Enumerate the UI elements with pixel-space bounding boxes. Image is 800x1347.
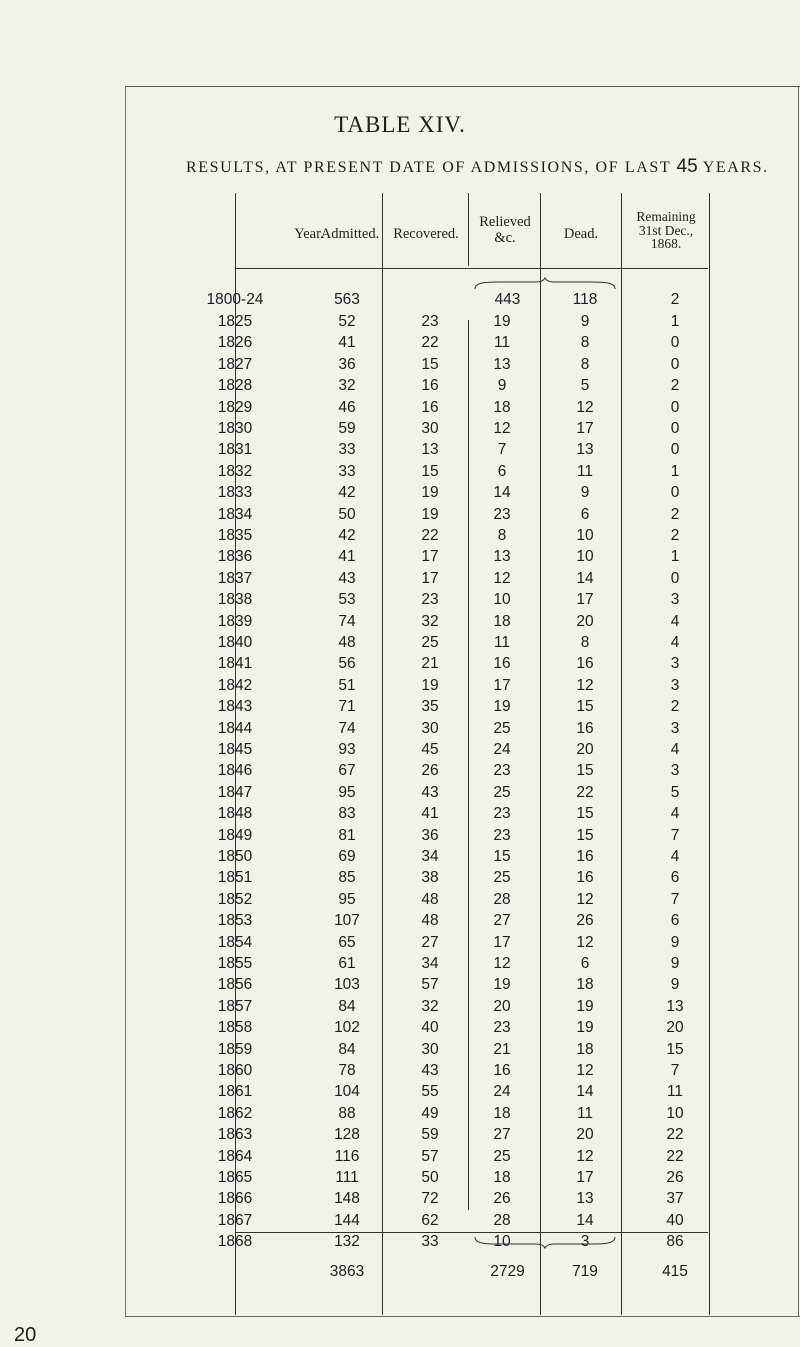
cell-admitted: 95 (338, 890, 356, 908)
cell-recovered: 17 (421, 569, 439, 587)
cell-recovered: 30 (421, 420, 439, 437)
cell-admitted: 32 (338, 377, 356, 395)
header-relieved-line2: &c. (494, 230, 516, 246)
cell-recovered: 19 (421, 505, 439, 523)
cell-remaining: 3 (670, 762, 680, 780)
cell-remaining: 0 (670, 355, 680, 373)
cell-recovered: 45 (421, 741, 439, 758)
cell-year: 1847 (217, 783, 253, 801)
cell-dead: 12 (576, 1062, 594, 1079)
col-divider-admitted (382, 193, 383, 1315)
cell-admitted: 88 (338, 1104, 356, 1122)
cell-remaining: 9 (670, 976, 680, 994)
cell-year: 1854 (217, 933, 253, 951)
cell-year: 1865 (217, 1169, 253, 1186)
cell-dead: 12 (576, 1147, 594, 1165)
cell-year: 1855 (217, 955, 253, 972)
cell-admitted: 84 (338, 1040, 356, 1058)
cell-remaining: 4 (670, 848, 680, 865)
cell-relieved: 12 (493, 569, 511, 587)
cell-remaining: 20 (666, 1019, 684, 1037)
cell-relieved: 8 (497, 527, 507, 544)
cell-dead: 20 (576, 741, 594, 758)
cell-recovered: 57 (421, 976, 439, 994)
first-row-dead: 118 (572, 291, 598, 308)
left-border-rule (125, 86, 126, 1316)
cell-relieved: 25 (493, 783, 511, 801)
cell-relieved: 26 (493, 1190, 511, 1208)
cell-dead: 14 (576, 569, 594, 587)
cell-recovered: 36 (421, 826, 439, 844)
cell-year: 1856 (217, 976, 253, 994)
cell-recovered: 32 (421, 997, 439, 1015)
col-divider-relieved (540, 193, 541, 1315)
header-remaining-line2: 31st Dec., (638, 222, 694, 238)
cell-remaining: 0 (670, 398, 680, 416)
cell-remaining: 13 (666, 997, 684, 1015)
cell-relieved: 12 (493, 955, 511, 972)
cell-admitted: 144 (334, 1211, 360, 1229)
cell-dead: 14 (576, 1211, 594, 1229)
cell-admitted: 71 (338, 698, 356, 716)
cell-admitted: 56 (338, 655, 356, 673)
cell-admitted: 148 (334, 1190, 360, 1208)
cell-admitted: 33 (338, 462, 356, 480)
cell-year: 1843 (217, 698, 253, 716)
cell-admitted: 33 (338, 441, 356, 459)
subtitle-suffix: YEARS. (702, 159, 769, 176)
header-admitted: Admitted. (320, 226, 380, 242)
cell-recovered: 30 (421, 1040, 439, 1058)
cell-relieved: 28 (493, 890, 511, 908)
cell-relieved: 11 (493, 334, 511, 352)
cell-dead: 15 (576, 826, 594, 844)
cell-admitted: 74 (338, 612, 356, 630)
cell-year: 1848 (217, 805, 253, 823)
cell-remaining: 7 (670, 890, 680, 908)
cell-remaining: 1 (670, 313, 680, 330)
cell-year: 1861 (217, 1083, 253, 1101)
cell-admitted: 67 (338, 762, 356, 780)
total-dead: 719 (572, 1263, 598, 1280)
cell-remaining: 4 (670, 634, 680, 651)
cell-admitted: 61 (338, 955, 356, 972)
cell-recovered: 21 (421, 655, 439, 673)
cell-relieved: 17 (493, 933, 511, 951)
cell-admitted: 41 (338, 548, 356, 566)
first-row-admitted: 563 (334, 291, 360, 308)
cell-year: 1858 (217, 1019, 253, 1037)
cell-remaining: 2 (670, 377, 680, 395)
cell-dead: 9 (580, 484, 590, 502)
cell-recovered: 22 (421, 527, 439, 544)
cell-admitted: 46 (338, 398, 356, 416)
cell-year: 1851 (217, 869, 253, 887)
cell-dead: 17 (576, 1169, 594, 1186)
cell-year: 1838 (217, 591, 253, 609)
cell-dead: 26 (576, 912, 594, 930)
cell-year: 1853 (217, 912, 253, 930)
header-recovered: Recovered. (393, 226, 459, 242)
cell-admitted: 42 (338, 484, 356, 502)
header-underline (236, 268, 708, 269)
cell-recovered: 35 (421, 698, 439, 716)
cell-admitted: 95 (338, 783, 356, 801)
cell-recovered: 26 (421, 762, 439, 780)
cell-year: 1828 (217, 377, 253, 395)
cell-recovered: 48 (421, 912, 439, 930)
cell-dead: 3 (580, 1233, 590, 1251)
cell-admitted: 41 (338, 334, 356, 352)
cell-relieved: 11 (493, 634, 511, 651)
cell-remaining: 0 (670, 484, 680, 502)
cell-remaining: 15 (666, 1040, 684, 1058)
cell-relieved: 24 (493, 741, 511, 758)
cell-recovered: 15 (421, 355, 439, 373)
cell-recovered: 55 (421, 1083, 439, 1101)
cell-remaining: 86 (666, 1233, 684, 1251)
total-admitted: 3863 (329, 1263, 365, 1280)
cell-remaining: 9 (670, 933, 680, 951)
cell-relieved: 20 (493, 997, 511, 1015)
cell-dead: 6 (580, 505, 590, 523)
cell-year: 1866 (217, 1190, 253, 1208)
cell-year: 1864 (217, 1147, 253, 1165)
cell-remaining: 6 (670, 869, 680, 887)
cell-recovered: 34 (421, 955, 439, 972)
cell-relieved: 23 (493, 505, 511, 523)
cell-remaining: 2 (670, 527, 680, 544)
cell-remaining: 7 (670, 1062, 680, 1079)
first-row-recovered-relieved: 443 (494, 291, 521, 308)
cell-admitted: 74 (338, 719, 356, 737)
cell-admitted: 107 (334, 912, 360, 930)
cell-relieved: 25 (493, 1147, 511, 1165)
cell-year: 1836 (217, 548, 253, 566)
cell-recovered: 16 (421, 398, 439, 416)
cell-relieved: 19 (493, 313, 511, 330)
cell-relieved: 19 (493, 976, 511, 994)
cell-year: 1850 (217, 848, 253, 865)
cell-remaining: 0 (670, 420, 680, 437)
cell-recovered: 62 (421, 1211, 439, 1229)
cell-year: 1835 (217, 527, 253, 544)
cell-dead: 13 (576, 441, 594, 459)
cell-remaining: 2 (670, 698, 680, 716)
cell-year: 1844 (217, 719, 253, 737)
cell-dead: 15 (576, 698, 594, 716)
cell-recovered: 41 (421, 805, 439, 823)
cell-relieved: 14 (493, 484, 511, 502)
cell-recovered: 17 (421, 548, 439, 566)
cell-relieved: 28 (493, 1211, 511, 1229)
cell-remaining: 0 (670, 569, 680, 587)
cell-relieved: 16 (493, 655, 511, 673)
cell-dead: 8 (580, 334, 590, 352)
cell-year: 1859 (217, 1040, 253, 1058)
cell-admitted: 81 (338, 826, 356, 844)
cell-recovered: 48 (421, 890, 439, 908)
cell-relieved: 15 (493, 848, 511, 865)
cell-dead: 5 (580, 377, 590, 395)
cell-dead: 14 (576, 1083, 594, 1101)
cell-admitted: 65 (338, 933, 356, 951)
cell-remaining: 4 (670, 805, 680, 823)
cell-recovered: 72 (421, 1190, 439, 1208)
bottom-border-rule (125, 1316, 800, 1317)
top-border-rule (125, 86, 800, 87)
cell-dead: 12 (576, 676, 594, 694)
cell-recovered: 59 (421, 1126, 439, 1144)
cell-relieved: 12 (493, 420, 511, 437)
cell-relieved: 21 (493, 1040, 511, 1058)
cell-admitted: 51 (338, 676, 356, 694)
cell-year: 1841 (217, 655, 253, 673)
cell-recovered: 32 (421, 612, 439, 630)
header-year: Year. (294, 226, 324, 242)
cell-year: 1834 (217, 505, 253, 523)
cell-recovered: 40 (421, 1019, 439, 1037)
cell-relieved: 10 (493, 591, 511, 609)
cell-year: 1827 (217, 355, 253, 373)
cell-year: 1832 (217, 462, 253, 480)
cell-admitted: 85 (338, 869, 356, 887)
cell-recovered: 30 (421, 719, 439, 737)
cell-year: 1833 (217, 484, 253, 502)
cell-year: 1867 (217, 1211, 253, 1229)
cell-relieved: 23 (493, 805, 511, 823)
cell-recovered: 23 (421, 591, 439, 609)
cell-recovered: 43 (421, 783, 439, 801)
cell-dead: 13 (576, 1190, 594, 1208)
cell-dead: 18 (576, 976, 594, 994)
cell-remaining: 0 (670, 334, 680, 352)
cell-dead: 22 (576, 783, 594, 801)
cell-remaining: 1 (670, 462, 680, 480)
cell-remaining: 22 (666, 1126, 684, 1144)
cell-recovered: 19 (421, 484, 439, 502)
cell-relieved: 7 (497, 441, 507, 459)
header-remaining (622, 210, 710, 251)
cell-admitted: 53 (338, 591, 356, 609)
cell-year: 1845 (217, 741, 253, 758)
cell-year: 1863 (217, 1126, 253, 1144)
cell-remaining: 4 (670, 612, 680, 630)
cell-relieved: 27 (493, 1126, 511, 1144)
cell-dead: 11 (576, 1104, 594, 1122)
cell-relieved: 25 (493, 869, 511, 887)
cell-admitted: 83 (338, 805, 356, 823)
cell-relieved: 23 (493, 1019, 511, 1037)
cell-admitted: 104 (334, 1083, 360, 1101)
cell-admitted: 69 (338, 848, 356, 865)
cell-relieved: 25 (493, 719, 511, 737)
cell-dead: 6 (580, 955, 590, 972)
cell-recovered: 49 (421, 1104, 439, 1122)
cell-remaining: 7 (670, 826, 680, 844)
cell-relieved: 18 (493, 1104, 511, 1122)
cell-dead: 19 (576, 1019, 594, 1037)
cell-relieved: 27 (493, 912, 511, 930)
cell-year: 1837 (217, 569, 253, 587)
cell-recovered: 16 (421, 377, 439, 395)
cell-remaining: 3 (670, 591, 680, 609)
cell-year: 1839 (217, 612, 253, 630)
cell-admitted: 128 (334, 1126, 360, 1144)
cell-relieved: 24 (493, 1083, 511, 1101)
cell-dead: 10 (576, 548, 594, 566)
cell-remaining: 3 (670, 719, 680, 737)
cell-remaining: 3 (670, 655, 680, 673)
cell-admitted: 103 (334, 976, 360, 994)
cell-year: 1830 (217, 420, 253, 437)
right-border-rule (798, 86, 799, 1316)
cell-year: 1846 (217, 762, 253, 780)
header-remaining-line1: Remaining (636, 209, 696, 224)
first-row-year: 1800-24 (206, 291, 264, 308)
cell-dead: 16 (576, 869, 594, 887)
cell-dead: 11 (576, 462, 594, 480)
cell-recovered: 33 (421, 1233, 439, 1251)
cell-remaining: 9 (670, 955, 680, 972)
header-relieved (469, 214, 541, 246)
cell-admitted: 132 (334, 1233, 360, 1251)
cell-dead: 9 (580, 313, 590, 330)
cell-remaining: 22 (666, 1147, 684, 1165)
cell-relieved: 19 (493, 698, 511, 716)
cell-year: 1868 (217, 1233, 253, 1251)
cell-remaining: 0 (670, 441, 680, 459)
cell-relieved: 18 (493, 612, 511, 630)
cell-dead: 17 (576, 591, 594, 609)
cell-year: 1852 (217, 890, 253, 908)
cell-remaining: 4 (670, 741, 680, 758)
cell-remaining: 40 (666, 1211, 684, 1229)
cell-dead: 16 (576, 719, 594, 737)
cell-recovered: 22 (421, 334, 439, 352)
header-dead: Dead. (563, 226, 599, 242)
cell-year: 1849 (217, 826, 253, 844)
cell-relieved: 13 (493, 355, 511, 373)
cell-dead: 19 (576, 997, 594, 1015)
header-remaining-line3: 1868. (650, 236, 682, 251)
cell-dead: 12 (576, 398, 594, 416)
cell-dead: 15 (576, 762, 594, 780)
cell-dead: 12 (576, 890, 594, 908)
total-remaining: 415 (662, 1263, 688, 1280)
cell-recovered: 43 (421, 1062, 439, 1079)
cell-year: 1862 (217, 1104, 253, 1122)
cell-dead: 18 (576, 1040, 594, 1058)
cell-admitted: 36 (338, 355, 356, 373)
cell-remaining: 10 (666, 1104, 684, 1122)
cell-relieved: 23 (493, 826, 511, 844)
cell-dead: 10 (576, 527, 594, 544)
cell-remaining: 3 (670, 676, 680, 694)
cell-recovered: 34 (421, 848, 439, 865)
cell-year: 1842 (217, 676, 253, 694)
cell-remaining: 1 (670, 548, 680, 566)
cell-dead: 16 (576, 848, 594, 865)
cell-relieved: 6 (497, 462, 507, 480)
cell-year: 1826 (217, 334, 253, 352)
cell-dead: 20 (576, 1126, 594, 1144)
cell-dead: 20 (576, 612, 594, 630)
table-subtitle (186, 156, 769, 178)
cell-admitted: 59 (338, 420, 356, 437)
cell-relieved: 17 (493, 676, 511, 694)
cell-recovered: 19 (421, 676, 439, 694)
cell-admitted: 93 (338, 741, 356, 758)
cell-remaining: 5 (670, 783, 680, 801)
cell-year: 1860 (217, 1062, 253, 1079)
cell-remaining: 2 (670, 505, 680, 523)
total-recovered-relieved: 2729 (490, 1263, 525, 1280)
cell-relieved: 9 (497, 377, 507, 395)
cell-recovered: 57 (421, 1147, 439, 1165)
cell-recovered: 50 (421, 1169, 439, 1186)
first-row-remaining: 2 (670, 291, 680, 308)
cell-dead: 15 (576, 805, 594, 823)
cell-recovered: 13 (421, 441, 439, 459)
cell-admitted: 43 (338, 569, 356, 587)
cell-recovered: 15 (421, 462, 439, 480)
cell-dead: 12 (576, 933, 594, 951)
subtitle-prefix: RESULTS, AT PRESENT DATE OF ADMISSIONS, OF LAST (186, 159, 671, 176)
cell-dead: 16 (576, 655, 594, 673)
cell-relieved: 18 (493, 398, 511, 416)
cell-relieved: 23 (493, 762, 511, 780)
cell-relieved: 18 (493, 1169, 511, 1186)
page-number: 20 (14, 1324, 37, 1346)
cell-year: 1825 (217, 313, 253, 330)
cell-relieved: 10 (493, 1233, 511, 1251)
cell-relieved: 13 (493, 548, 511, 566)
cell-year: 1840 (217, 634, 253, 651)
cell-recovered: 25 (421, 634, 439, 651)
cell-relieved: 16 (493, 1062, 511, 1079)
cell-admitted: 84 (338, 997, 356, 1015)
cell-admitted: 111 (335, 1169, 359, 1186)
header-relieved-line1: Relieved (479, 214, 531, 230)
cell-remaining: 11 (666, 1083, 684, 1101)
cell-admitted: 78 (338, 1062, 356, 1079)
cell-admitted: 48 (338, 634, 356, 651)
cell-dead: 8 (580, 634, 590, 651)
cell-admitted: 52 (338, 313, 356, 330)
cell-remaining: 6 (670, 912, 680, 930)
bottom-brace (470, 1235, 620, 1249)
cell-recovered: 38 (421, 869, 439, 887)
cell-admitted: 42 (338, 527, 356, 544)
cell-admitted: 50 (338, 505, 356, 523)
cell-remaining: 37 (666, 1190, 684, 1208)
table-title: TABLE XIV. (334, 112, 466, 137)
cell-recovered: 27 (421, 933, 439, 951)
subtitle-years: 45 (676, 156, 698, 177)
cell-dead: 17 (576, 420, 594, 437)
cell-admitted: 116 (334, 1147, 360, 1165)
cell-dead: 8 (580, 355, 590, 373)
cell-year: 1831 (217, 441, 253, 459)
cell-recovered: 23 (421, 313, 439, 330)
cell-year: 1829 (217, 398, 253, 416)
cell-remaining: 26 (666, 1169, 684, 1186)
cell-year: 1857 (217, 997, 253, 1015)
cell-admitted: 102 (334, 1019, 360, 1037)
